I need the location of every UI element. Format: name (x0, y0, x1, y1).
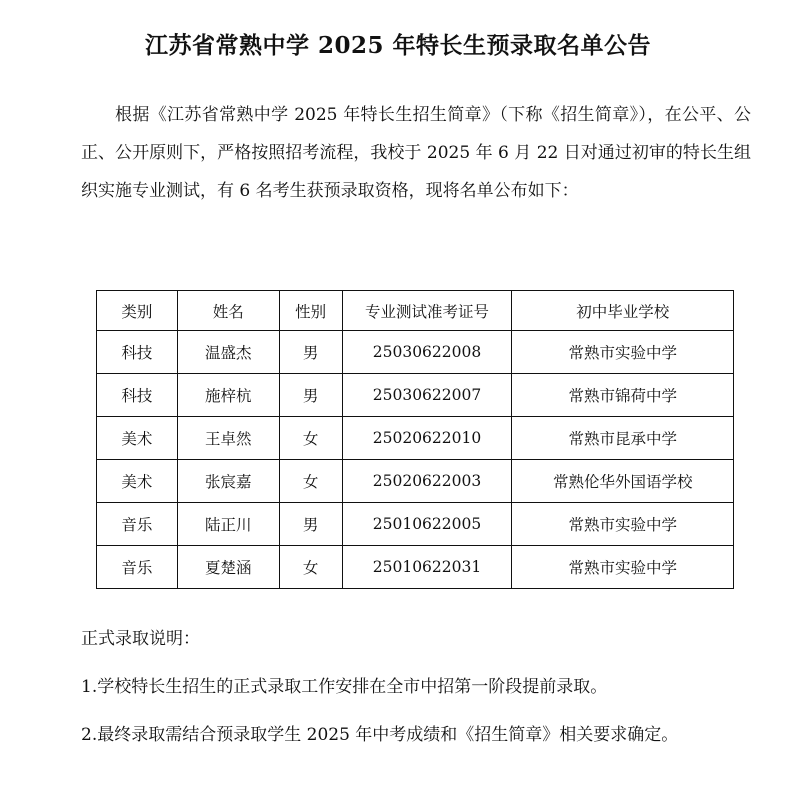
table-row (97, 331, 734, 374)
cell-name: 施梓杭 (177, 374, 279, 417)
table-header-row (97, 291, 734, 331)
table-row (97, 374, 734, 417)
cell-category: 科技 (97, 331, 178, 374)
cell-exam-number: 25020622003 (342, 460, 512, 503)
cell-exam-number: 25010622005 (342, 503, 512, 546)
cell-school: 常熟市昆承中学 (512, 417, 734, 460)
cell-name: 温盛杰 (177, 331, 279, 374)
cell-school: 常熟市实验中学 (512, 331, 734, 374)
cell-exam-number: 25010622031 (342, 546, 512, 589)
cell-gender: 男 (279, 331, 342, 374)
cell-exam-number: 25030622008 (342, 331, 512, 374)
notes-heading: 正式录取说明： (81, 629, 200, 649)
cell-exam-number: 25020622010 (342, 417, 512, 460)
note-item: 2.最终录取需结合预录取学生 2025 年中考成绩和《招生简章》相关要求确定。 (81, 725, 679, 745)
cell-name: 陆正川 (177, 503, 279, 546)
cell-gender: 女 (279, 460, 342, 503)
cell-name: 夏楚涵 (177, 546, 279, 589)
cell-school: 常熟市实验中学 (512, 503, 734, 546)
header-category: 类别 (97, 291, 178, 331)
header-gender: 性别 (279, 291, 342, 331)
cell-gender: 男 (279, 503, 342, 546)
cell-gender: 女 (279, 417, 342, 460)
cell-gender: 女 (279, 546, 342, 589)
intro-paragraph: 根据《江苏省常熟中学 2025 年特长生招生简章》（下称《招生简章》），在公平、公正、公开原则下，严格按照招考流程，我校于 2025 年 6 月 22 日对通过初审的特长生组织实施专业测试，有 6 名考生获预录取资格，现将名单公布如下： (81, 105, 751, 201)
cell-school: 常熟市实验中学 (512, 546, 734, 589)
cell-category: 美术 (97, 460, 178, 503)
cell-name: 张宸嘉 (177, 460, 279, 503)
cell-gender: 男 (279, 374, 342, 417)
page-title: 江苏省常熟中学 2025 年特长生预录取名单公告 (144, 32, 652, 59)
cell-name: 王卓然 (177, 417, 279, 460)
cell-exam-number: 25030622007 (342, 374, 512, 417)
cell-category: 音乐 (97, 503, 178, 546)
table-row (97, 546, 734, 589)
header-exam-number: 专业测试准考证号 (342, 291, 512, 331)
cell-category: 美术 (97, 417, 178, 460)
table-row (97, 460, 734, 503)
cell-school: 常熟伦华外国语学校 (512, 460, 734, 503)
note-item: 1.学校特长生招生的正式录取工作安排在全市中招第一阶段提前录取。 (81, 677, 608, 697)
cell-category: 科技 (97, 374, 178, 417)
header-school: 初中毕业学校 (512, 291, 734, 331)
table-row (97, 503, 734, 546)
cell-category: 音乐 (97, 546, 178, 589)
header-name: 姓名 (177, 291, 279, 331)
cell-school: 常熟市锦荷中学 (512, 374, 734, 417)
table-row (97, 417, 734, 460)
admission-list-table (96, 290, 734, 589)
